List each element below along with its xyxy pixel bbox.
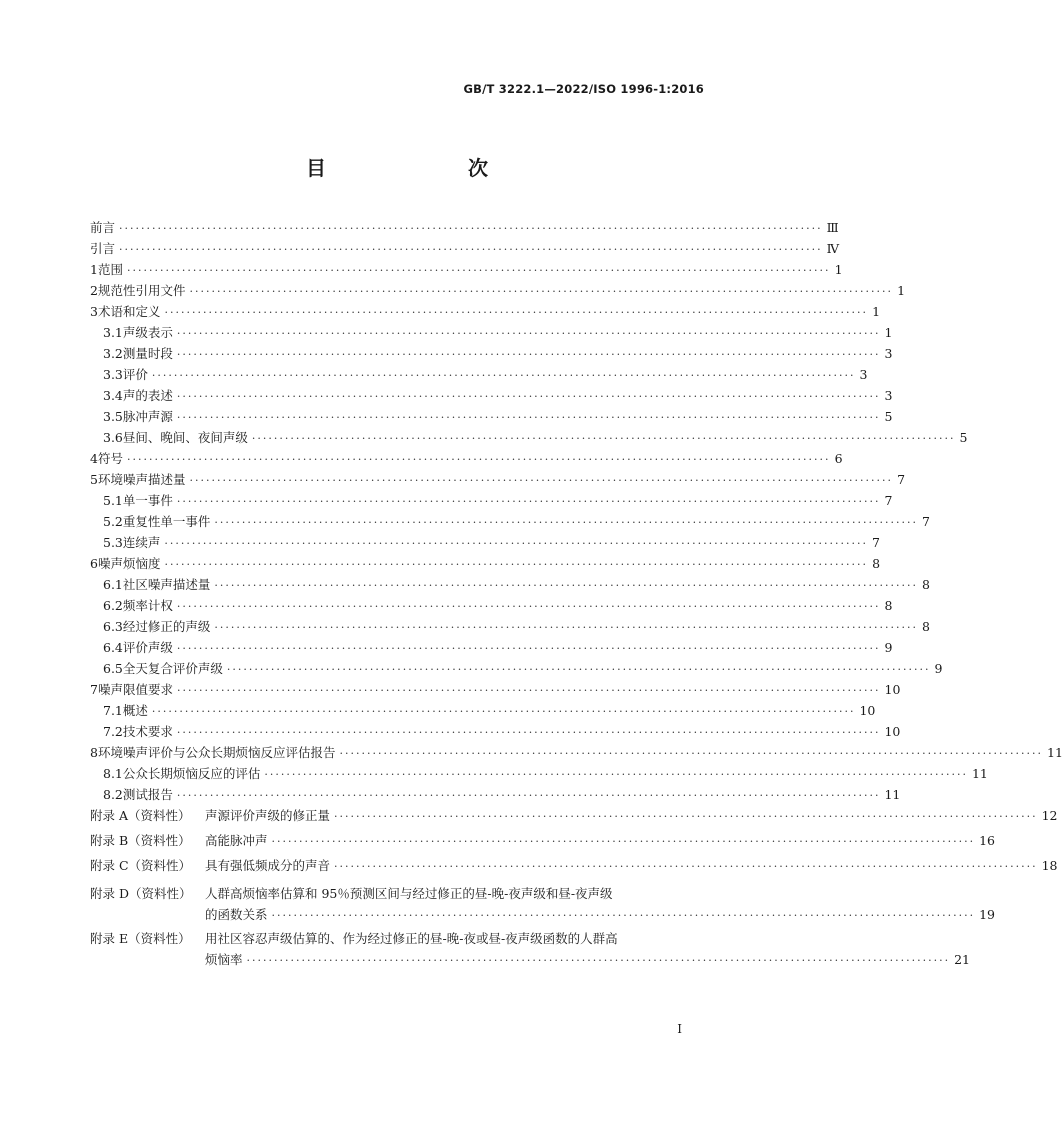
dot-leader xyxy=(189,474,893,487)
toc-entry-page: 10 xyxy=(884,724,901,739)
toc-entry-label: 环境噪声描述量 xyxy=(97,472,186,487)
toc-entry-number: 3.2 xyxy=(103,346,123,361)
toc-entry-page: 1 xyxy=(897,283,906,298)
toc-entry-label: 环境噪声评价与公众长期烦恼反应评估报告 xyxy=(97,745,336,760)
dot-leader xyxy=(272,905,976,926)
dot-leader xyxy=(164,306,868,319)
dot-leader xyxy=(177,684,881,697)
toc-entry-label: 符号 xyxy=(97,451,123,466)
toc-entry[interactable] xyxy=(90,344,893,365)
toc-entry-number: 3.6 xyxy=(103,430,123,445)
toc-entry-number: 3 xyxy=(90,304,98,319)
dot-leader xyxy=(177,390,881,403)
toc-entry-number: 6.1 xyxy=(103,577,123,592)
toc-entry-number: 8.2 xyxy=(103,787,123,802)
toc-entry[interactable] xyxy=(90,638,893,659)
annex-entry[interactable] xyxy=(90,806,1058,831)
dot-leader xyxy=(214,579,918,592)
toc-entry-label: 引言 xyxy=(90,241,116,256)
toc-entry-page: 8 xyxy=(884,598,893,613)
toc-entry[interactable] xyxy=(90,407,893,428)
toc-entry-number: 1 xyxy=(90,262,98,277)
toc-entry[interactable] xyxy=(90,302,881,323)
toc-entry-page: 9 xyxy=(934,661,943,676)
toc-entry-page: 8 xyxy=(872,556,881,571)
toc-entry[interactable] xyxy=(90,470,906,491)
page-number: Ⅰ xyxy=(677,1022,682,1036)
dot-leader xyxy=(177,600,881,613)
dot-leader xyxy=(177,642,881,655)
toc-entry-label: 经过修正的声级 xyxy=(122,619,211,634)
toc-entry-label: 连续声 xyxy=(122,535,161,550)
toc-entries xyxy=(90,218,1063,806)
toc-entry-number: 5.1 xyxy=(103,493,123,508)
toc-entry[interactable] xyxy=(90,365,868,386)
toc-entry-page: 10 xyxy=(884,682,901,697)
toc-entry-label: 前言 xyxy=(90,220,116,235)
toc-entry-label: 公众长期烦恼反应的评估 xyxy=(122,766,261,781)
dot-leader xyxy=(177,495,881,508)
dot-leader xyxy=(164,558,868,571)
annex-entry-title-end: 烦恼率 xyxy=(205,952,243,967)
toc-entry-label: 噪声限值要求 xyxy=(97,682,173,697)
toc-entry-label: 规范性引用文件 xyxy=(97,283,186,298)
toc-entry[interactable] xyxy=(90,281,906,302)
toc-entry-number: 6 xyxy=(90,556,98,571)
toc-entry-page: 11 xyxy=(1047,745,1063,760)
toc-entry-number: 6.2 xyxy=(103,598,123,613)
annex-entry-title: 具有强低频成分的声音 xyxy=(205,858,331,873)
toc-entry-label: 重复性单一事件 xyxy=(122,514,211,529)
toc-entry-label: 噪声烦恼度 xyxy=(97,556,161,571)
annex-entry-key: 附录 C（资料性） xyxy=(90,858,192,873)
dot-leader xyxy=(252,432,956,445)
toc-entry-number: 6.5 xyxy=(103,661,123,676)
toc-entry[interactable] xyxy=(90,743,1063,764)
dot-leader xyxy=(334,860,1038,873)
toc-entry-page: 5 xyxy=(959,430,968,445)
annex-entry[interactable] xyxy=(90,831,995,856)
toc-entry-label: 范围 xyxy=(97,262,123,277)
annex-entry-title-continued xyxy=(205,904,995,926)
table-of-contents xyxy=(90,218,1063,973)
dot-leader xyxy=(152,705,856,718)
annex-entry-title: 用社区容忍声级估算的、作为经过修正的昼-晚-夜或昼-夜声级函数的人群高 xyxy=(205,931,618,946)
toc-entry-page: 3 xyxy=(859,367,868,382)
toc-entry-number: 7 xyxy=(90,682,98,697)
toc-entry-number: 6.3 xyxy=(103,619,123,634)
toc-entry-page: 8 xyxy=(922,619,930,634)
toc-entry[interactable] xyxy=(90,722,901,743)
annex-entry-key: 附录 A（资料性） xyxy=(90,808,191,823)
toc-entry-page: 1 xyxy=(834,262,843,277)
toc-entry-label: 脉冲声源 xyxy=(122,409,173,424)
annex-entries xyxy=(90,806,1058,971)
standard-number-header: GB/T 3222.1—2022/ISO 1996-1:2016 xyxy=(463,82,704,96)
toc-entry-page: 6 xyxy=(834,451,843,466)
toc-entry-number: 3.4 xyxy=(103,388,123,403)
toc-entry-label: 术语和定义 xyxy=(97,304,161,319)
dot-leader xyxy=(227,663,931,676)
toc-entry-label: 频率计权 xyxy=(122,598,173,613)
toc-entry[interactable] xyxy=(90,260,843,281)
toc-entry-number: 3.1 xyxy=(103,325,123,340)
toc-entry-label: 评价 xyxy=(122,367,148,382)
dot-leader xyxy=(214,516,918,529)
toc-entry-number: 7.2 xyxy=(103,724,123,739)
toc-entry[interactable] xyxy=(90,764,988,785)
toc-entry[interactable] xyxy=(90,554,881,575)
dot-leader xyxy=(214,621,918,634)
dot-leader xyxy=(264,768,968,781)
toc-entry-number: 8 xyxy=(90,745,98,760)
dot-leader xyxy=(119,222,823,235)
toc-entry[interactable] xyxy=(90,680,901,701)
annex-entry-key: 附录 B（资料性） xyxy=(90,833,191,848)
annex-entry-key: 附录 E（资料性） xyxy=(90,931,191,946)
dot-leader xyxy=(177,411,881,424)
dot-leader xyxy=(177,789,881,802)
toc-entry[interactable] xyxy=(90,617,930,638)
dot-leader xyxy=(272,835,976,848)
toc-entry[interactable] xyxy=(90,449,843,470)
toc-entry-number: 4 xyxy=(90,451,98,466)
toc-entry-page: 3 xyxy=(884,388,893,403)
annex-entry[interactable] xyxy=(90,856,1058,881)
toc-entry[interactable] xyxy=(90,386,893,407)
dot-leader xyxy=(152,369,856,382)
dot-leader xyxy=(334,810,1038,823)
annex-entry-body xyxy=(205,928,970,971)
toc-entry-number: 5 xyxy=(90,472,98,487)
dot-leader xyxy=(164,537,868,550)
annex-entry-page: 21 xyxy=(954,952,970,967)
toc-entry-page: 3 xyxy=(884,346,893,361)
annex-entry-title: 声源评价声级的修正量 xyxy=(205,808,331,823)
toc-entry-page: 7 xyxy=(922,514,930,529)
dot-leader xyxy=(247,950,951,971)
toc-entry-number: 6.4 xyxy=(103,640,123,655)
toc-entry-label: 单一事件 xyxy=(122,493,173,508)
annex-entry-page: 19 xyxy=(979,907,995,922)
toc-entry[interactable] xyxy=(90,785,901,806)
annex-entry-body xyxy=(205,883,995,926)
dot-leader xyxy=(127,453,831,466)
toc-entry-label: 全天复合评价声级 xyxy=(122,661,223,676)
dot-leader xyxy=(177,726,881,739)
toc-entry-page: 9 xyxy=(884,640,893,655)
toc-entry-page: Ⅲ xyxy=(826,220,839,235)
toc-entry-label: 概述 xyxy=(122,703,148,718)
toc-entry-number: 7.1 xyxy=(103,703,123,718)
toc-entry-page: 7 xyxy=(872,535,880,550)
toc-entry[interactable] xyxy=(90,596,893,617)
dot-leader xyxy=(189,285,893,298)
annex-entry-title: 高能脉冲声 xyxy=(205,833,268,848)
toc-entry[interactable] xyxy=(90,533,880,554)
toc-entry-label: 昼间、晚间、夜间声级 xyxy=(122,430,248,445)
toc-entry-label: 测量时段 xyxy=(122,346,173,361)
toc-entry-page: Ⅳ xyxy=(826,241,840,256)
dot-leader xyxy=(119,243,823,256)
toc-entry-number: 5.3 xyxy=(103,535,123,550)
toc-entry-number: 8.1 xyxy=(103,766,123,781)
toc-entry-page: 1 xyxy=(884,325,893,340)
toc-entry-label: 声级表示 xyxy=(122,325,173,340)
annex-entry[interactable] xyxy=(90,928,970,971)
dot-leader xyxy=(339,747,1043,760)
toc-entry-number: 2 xyxy=(90,283,98,298)
annex-entry[interactable] xyxy=(90,883,995,926)
toc-entry[interactable] xyxy=(90,239,840,260)
toc-entry-page: 11 xyxy=(884,787,901,802)
toc-entry[interactable] xyxy=(90,323,893,344)
toc-entry-label: 测试报告 xyxy=(122,787,173,802)
annex-entry-page: 12 xyxy=(1041,808,1058,823)
toc-entry[interactable] xyxy=(90,575,930,596)
dot-leader xyxy=(177,348,881,361)
toc-entry-page: 7 xyxy=(897,472,906,487)
toc-entry[interactable] xyxy=(90,659,943,680)
toc-entry[interactable] xyxy=(90,428,968,449)
toc-entry-label: 声的表述 xyxy=(122,388,173,403)
toc-entry-number: 5.2 xyxy=(103,514,123,529)
annex-entry-page: 16 xyxy=(979,833,995,848)
toc-entry-page: 5 xyxy=(884,409,893,424)
annex-entry-title: 人群高烦恼率估算和 95％预测区间与经过修正的昼-晚-夜声级和昼-夜声级 xyxy=(205,886,613,901)
toc-entry-label: 评价声级 xyxy=(122,640,173,655)
toc-entry-page: 8 xyxy=(922,577,930,592)
dot-leader xyxy=(177,327,881,340)
annex-entry-page: 18 xyxy=(1041,858,1058,873)
toc-entry-page: 1 xyxy=(872,304,881,319)
page-title: 目 次 xyxy=(306,156,522,180)
toc-entry-label: 社区噪声描述量 xyxy=(122,577,211,592)
toc-entry[interactable] xyxy=(90,218,839,239)
annex-entry-key: 附录 D（资料性） xyxy=(90,886,192,901)
dot-leader xyxy=(127,264,831,277)
annex-entry-title-end: 的函数关系 xyxy=(205,907,268,922)
toc-entry-page: 11 xyxy=(971,766,988,781)
toc-entry[interactable] xyxy=(90,512,930,533)
toc-entry[interactable] xyxy=(90,701,876,722)
toc-entry-page: 7 xyxy=(884,493,893,508)
toc-entry-number: 3.5 xyxy=(103,409,123,424)
toc-entry-number: 3.3 xyxy=(103,367,123,382)
toc-entry[interactable] xyxy=(90,491,893,512)
annex-entry-title-continued xyxy=(205,949,970,971)
toc-entry-page: 10 xyxy=(859,703,876,718)
toc-entry-label: 技术要求 xyxy=(122,724,173,739)
